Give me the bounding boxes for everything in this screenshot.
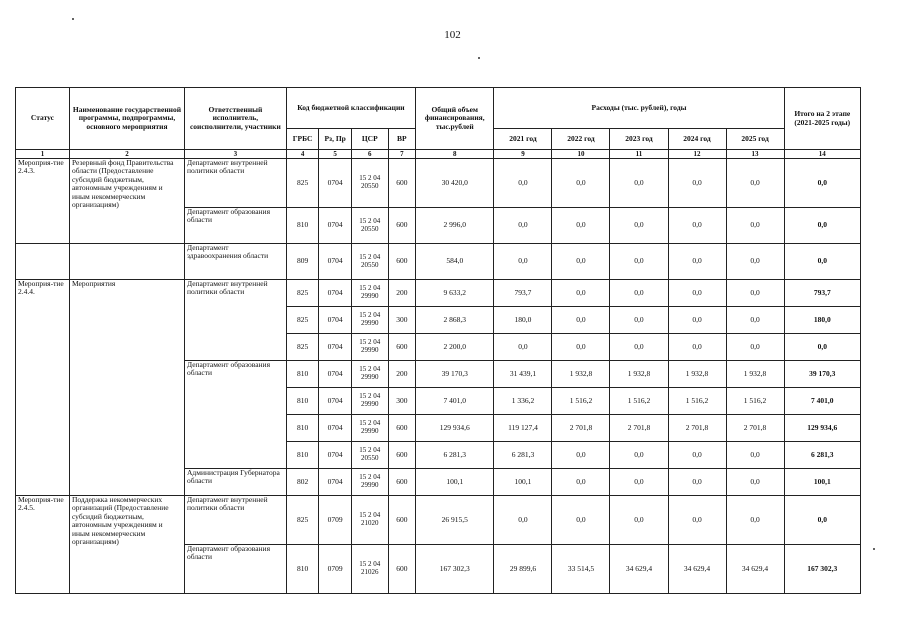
year-cell: 0,0 xyxy=(610,496,668,545)
program-name-cell xyxy=(69,244,184,280)
csr-cell: 15 2 04 20550 xyxy=(351,244,388,280)
grbs-cell: 810 xyxy=(286,545,319,594)
total-cell: 6 281,3 xyxy=(416,442,494,469)
year-cell: 2 701,8 xyxy=(610,415,668,442)
year-cell: 793,7 xyxy=(494,280,552,307)
vr-cell: 600 xyxy=(388,415,415,442)
header-executor: Ответственный исполнитель, соисполнители, участники xyxy=(184,88,286,150)
year-cell: 0,0 xyxy=(726,307,784,334)
header-total-volume: Общий объем финансирования, тыс.рублей xyxy=(416,88,494,150)
vr-cell: 600 xyxy=(388,545,415,594)
table-row xyxy=(16,496,861,545)
year-cell: 0,0 xyxy=(552,159,610,208)
header-expenses: Расходы (тыс. рублей), годы xyxy=(494,88,784,129)
year-cell: 29 899,6 xyxy=(494,545,552,594)
csr-cell: 15 2 04 29990 xyxy=(351,307,388,334)
total-cell: 30 420,0 xyxy=(416,159,494,208)
grbs-cell: 810 xyxy=(286,415,319,442)
table-row xyxy=(16,159,861,208)
stage-total-cell: 39 170,3 xyxy=(784,361,860,388)
year-cell: 2 701,8 xyxy=(726,415,784,442)
stage-total-cell: 0,0 xyxy=(784,334,860,361)
year-cell: 34 629,4 xyxy=(610,545,668,594)
rzpr-cell: 0704 xyxy=(319,469,352,496)
rzpr-cell: 0704 xyxy=(319,388,352,415)
year-cell: 0,0 xyxy=(610,334,668,361)
col-number: 7 xyxy=(388,150,415,159)
stage-total-cell: 0,0 xyxy=(784,244,860,280)
total-cell: 7 401,0 xyxy=(416,388,494,415)
year-cell: 1 932,8 xyxy=(552,361,610,388)
total-cell: 39 170,3 xyxy=(416,361,494,388)
year-cell: 1 932,8 xyxy=(726,361,784,388)
budget-table xyxy=(15,87,861,594)
csr-cell: 15 2 04 29990 xyxy=(351,361,388,388)
year-cell: 0,0 xyxy=(726,496,784,545)
year-cell: 0,0 xyxy=(494,496,552,545)
year-cell: 0,0 xyxy=(668,469,726,496)
year-cell: 180,0 xyxy=(494,307,552,334)
page-number: 102 xyxy=(444,29,461,41)
col-number: 5 xyxy=(319,150,352,159)
scan-speck xyxy=(873,548,875,550)
vr-cell: 600 xyxy=(388,469,415,496)
year-cell: 0,0 xyxy=(668,334,726,361)
col-number: 9 xyxy=(494,150,552,159)
program-name-cell: Поддержка некоммерческих организаций (Предоставление субсидий бюджетным, автономным учреждениям и иным некоммерческим организациям) xyxy=(69,496,184,594)
status-cell xyxy=(16,244,70,280)
year-cell: 1 516,2 xyxy=(726,388,784,415)
col-number: 1 xyxy=(16,150,70,159)
year-cell: 31 439,1 xyxy=(494,361,552,388)
status-cell: Мероприя-тие 2.4.4. xyxy=(16,280,70,496)
stage-total-cell: 0,0 xyxy=(784,496,860,545)
year-cell: 0,0 xyxy=(668,208,726,244)
grbs-cell: 810 xyxy=(286,442,319,469)
executor-cell: Департамент внутренней политики области xyxy=(184,496,286,545)
year-cell: 0,0 xyxy=(726,442,784,469)
year-cell: 1 932,8 xyxy=(668,361,726,388)
year-cell: 1 932,8 xyxy=(610,361,668,388)
stage-total-cell: 129 934,6 xyxy=(784,415,860,442)
table-row xyxy=(16,244,861,280)
rzpr-cell: 0709 xyxy=(319,545,352,594)
rzpr-cell: 0704 xyxy=(319,334,352,361)
year-cell: 0,0 xyxy=(668,496,726,545)
year-cell: 0,0 xyxy=(668,244,726,280)
grbs-cell: 825 xyxy=(286,159,319,208)
year-cell: 0,0 xyxy=(726,469,784,496)
col-number: 12 xyxy=(668,150,726,159)
vr-cell: 200 xyxy=(388,361,415,388)
col-number: 4 xyxy=(286,150,319,159)
vr-cell: 600 xyxy=(388,159,415,208)
grbs-cell: 825 xyxy=(286,496,319,545)
executor-cell: Департамент образования области xyxy=(184,208,286,244)
csr-cell: 15 2 04 21020 xyxy=(351,496,388,545)
year-cell: 0,0 xyxy=(610,159,668,208)
year-cell: 0,0 xyxy=(726,244,784,280)
stage-total-cell: 7 401,0 xyxy=(784,388,860,415)
year-cell: 0,0 xyxy=(610,280,668,307)
header-budget-code: Код бюджетной классификации xyxy=(286,88,415,129)
program-name-cell: Резервный фонд Правительства области (Предоставление субсидий бюджетным, автономным учреждениям и иным некоммерческим организациям) xyxy=(69,159,184,244)
vr-cell: 600 xyxy=(388,208,415,244)
stage-total-cell: 0,0 xyxy=(784,208,860,244)
year-cell: 119 127,4 xyxy=(494,415,552,442)
header-program-name: Наименование государственной программы, подпрограммы, основного мероприятия xyxy=(69,88,184,150)
rzpr-cell: 0704 xyxy=(319,280,352,307)
header-year: 2021 год xyxy=(494,129,552,150)
year-cell: 0,0 xyxy=(726,208,784,244)
header-year: 2024 год xyxy=(668,129,726,150)
year-cell: 0,0 xyxy=(610,307,668,334)
header-status: Статус xyxy=(16,88,70,150)
year-cell: 0,0 xyxy=(552,244,610,280)
header-year: 2022 год xyxy=(552,129,610,150)
vr-cell: 300 xyxy=(388,307,415,334)
stage-total-cell: 167 302,3 xyxy=(784,545,860,594)
header-rzpr: Рз, Пр xyxy=(319,129,352,150)
csr-cell: 15 2 04 29990 xyxy=(351,415,388,442)
header-year: 2025 год xyxy=(726,129,784,150)
total-cell: 584,0 xyxy=(416,244,494,280)
program-name-cell: Мероприятия xyxy=(69,280,184,496)
year-cell: 33 514,5 xyxy=(552,545,610,594)
grbs-cell: 825 xyxy=(286,334,319,361)
year-cell: 0,0 xyxy=(668,159,726,208)
year-cell: 0,0 xyxy=(552,442,610,469)
year-cell: 0,0 xyxy=(668,442,726,469)
status-cell: Мероприя-тие 2.4.3. xyxy=(16,159,70,244)
year-cell: 0,0 xyxy=(552,280,610,307)
year-cell: 34 629,4 xyxy=(726,545,784,594)
year-cell: 0,0 xyxy=(610,208,668,244)
csr-cell: 15 2 04 20550 xyxy=(351,442,388,469)
year-cell: 0,0 xyxy=(494,159,552,208)
csr-cell: 15 2 04 29990 xyxy=(351,334,388,361)
year-cell: 0,0 xyxy=(552,334,610,361)
rzpr-cell: 0704 xyxy=(319,208,352,244)
rzpr-cell: 0704 xyxy=(319,415,352,442)
rzpr-cell: 0704 xyxy=(319,307,352,334)
vr-cell: 600 xyxy=(388,496,415,545)
rzpr-cell: 0709 xyxy=(319,496,352,545)
year-cell: 1 516,2 xyxy=(552,388,610,415)
executor-cell: Администрация Губернатора области xyxy=(184,469,286,496)
total-cell: 26 915,5 xyxy=(416,496,494,545)
executor-cell: Департамент образования области xyxy=(184,361,286,469)
table-row xyxy=(16,280,861,307)
col-number: 2 xyxy=(69,150,184,159)
header-csr: ЦСР xyxy=(351,129,388,150)
col-number: 6 xyxy=(351,150,388,159)
grbs-cell: 810 xyxy=(286,361,319,388)
col-number: 13 xyxy=(726,150,784,159)
year-cell: 0,0 xyxy=(610,442,668,469)
col-number: 11 xyxy=(610,150,668,159)
year-cell: 1 516,2 xyxy=(668,388,726,415)
header-stage-total: Итого на 2 этапе (2021-2025 годы) xyxy=(784,88,860,150)
csr-cell: 15 2 04 29990 xyxy=(351,388,388,415)
vr-cell: 300 xyxy=(388,388,415,415)
header-year: 2023 год xyxy=(610,129,668,150)
year-cell: 2 701,8 xyxy=(668,415,726,442)
grbs-cell: 810 xyxy=(286,388,319,415)
year-cell: 6 281,3 xyxy=(494,442,552,469)
year-cell: 2 701,8 xyxy=(552,415,610,442)
year-cell: 0,0 xyxy=(552,469,610,496)
year-cell: 34 629,4 xyxy=(668,545,726,594)
col-number: 3 xyxy=(184,150,286,159)
stage-total-cell: 6 281,3 xyxy=(784,442,860,469)
year-cell: 0,0 xyxy=(552,496,610,545)
executor-cell: Департамент внутренней политики области xyxy=(184,159,286,208)
year-cell: 0,0 xyxy=(494,334,552,361)
executor-cell: Департамент здравоохранения области xyxy=(184,244,286,280)
total-cell: 2 996,0 xyxy=(416,208,494,244)
year-cell: 1 336,2 xyxy=(494,388,552,415)
vr-cell: 600 xyxy=(388,442,415,469)
scan-speck xyxy=(478,57,480,59)
total-cell: 2 868,3 xyxy=(416,307,494,334)
stage-total-cell: 793,7 xyxy=(784,280,860,307)
grbs-cell: 825 xyxy=(286,280,319,307)
rzpr-cell: 0704 xyxy=(319,442,352,469)
year-cell: 0,0 xyxy=(726,159,784,208)
year-cell: 0,0 xyxy=(552,208,610,244)
total-cell: 100,1 xyxy=(416,469,494,496)
col-number: 14 xyxy=(784,150,860,159)
year-cell: 0,0 xyxy=(610,244,668,280)
year-cell: 0,0 xyxy=(494,208,552,244)
scan-speck xyxy=(72,18,74,20)
header-vr: ВР xyxy=(388,129,415,150)
rzpr-cell: 0704 xyxy=(319,244,352,280)
grbs-cell: 825 xyxy=(286,307,319,334)
year-cell: 0,0 xyxy=(668,307,726,334)
vr-cell: 600 xyxy=(388,334,415,361)
executor-cell: Департамент внутренней политики области xyxy=(184,280,286,361)
vr-cell: 600 xyxy=(388,244,415,280)
year-cell: 0,0 xyxy=(494,244,552,280)
stage-total-cell: 0,0 xyxy=(784,159,860,208)
year-cell: 100,1 xyxy=(494,469,552,496)
total-cell: 129 934,6 xyxy=(416,415,494,442)
vr-cell: 200 xyxy=(388,280,415,307)
grbs-cell: 810 xyxy=(286,208,319,244)
col-number: 10 xyxy=(552,150,610,159)
total-cell: 9 633,2 xyxy=(416,280,494,307)
total-cell: 167 302,3 xyxy=(416,545,494,594)
rzpr-cell: 0704 xyxy=(319,361,352,388)
year-cell: 1 516,2 xyxy=(610,388,668,415)
status-cell: Мероприя-тие 2.4.5. xyxy=(16,496,70,594)
grbs-cell: 809 xyxy=(286,244,319,280)
executor-cell: Департамент образования области xyxy=(184,545,286,594)
total-cell: 2 200,0 xyxy=(416,334,494,361)
year-cell: 0,0 xyxy=(726,280,784,307)
header-grbs: ГРБС xyxy=(286,129,319,150)
csr-cell: 15 2 04 20550 xyxy=(351,159,388,208)
year-cell: 0,0 xyxy=(668,280,726,307)
rzpr-cell: 0704 xyxy=(319,159,352,208)
csr-cell: 15 2 04 29990 xyxy=(351,469,388,496)
csr-cell: 15 2 04 20550 xyxy=(351,208,388,244)
grbs-cell: 802 xyxy=(286,469,319,496)
col-number: 8 xyxy=(416,150,494,159)
year-cell: 0,0 xyxy=(610,469,668,496)
stage-total-cell: 180,0 xyxy=(784,307,860,334)
year-cell: 0,0 xyxy=(552,307,610,334)
stage-total-cell: 100,1 xyxy=(784,469,860,496)
csr-cell: 15 2 04 21026 xyxy=(351,545,388,594)
year-cell: 0,0 xyxy=(726,334,784,361)
csr-cell: 15 2 04 29990 xyxy=(351,280,388,307)
table-header xyxy=(16,88,861,159)
